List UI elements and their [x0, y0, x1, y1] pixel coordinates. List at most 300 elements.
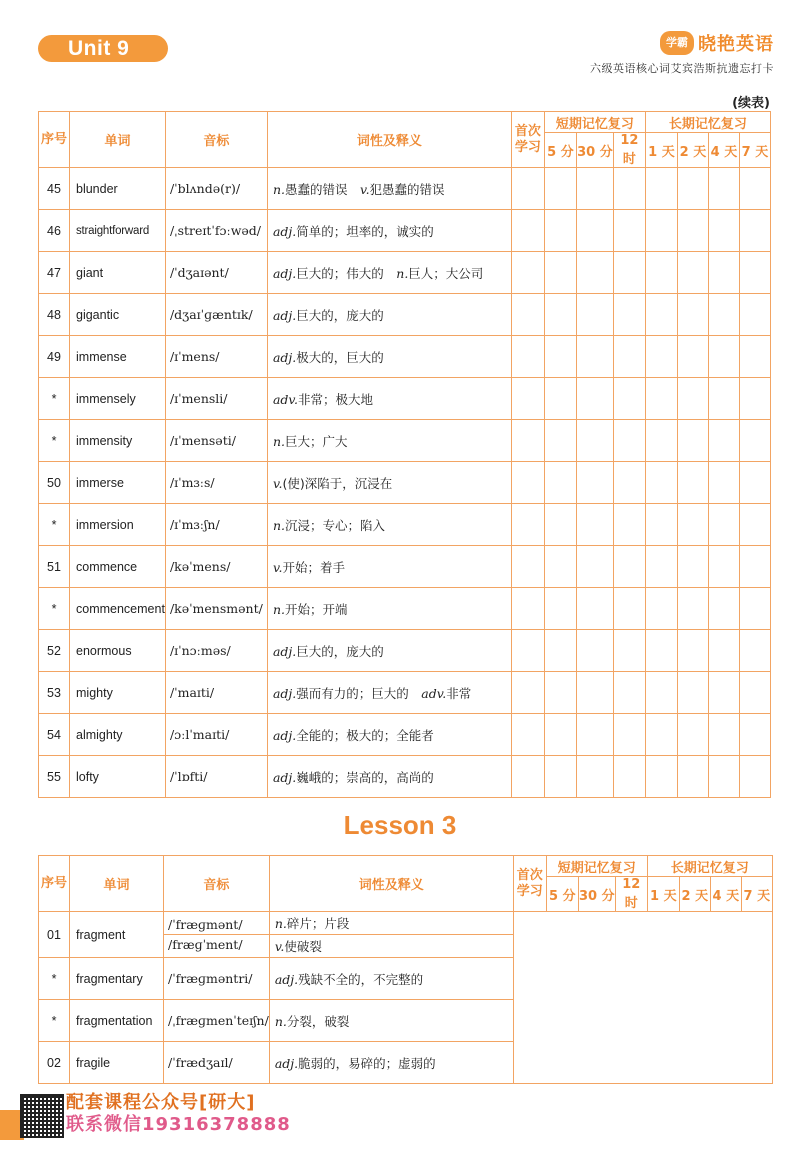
review-checkbox-cell[interactable]	[677, 588, 708, 630]
review-checkbox-cell[interactable]	[708, 210, 739, 252]
vocab-word: immensity	[70, 420, 166, 462]
review-checkbox-cell[interactable]	[708, 294, 739, 336]
review-checkbox-cell[interactable]	[613, 252, 645, 294]
meaning	[267, 714, 511, 756]
brand-subtitle: 六级英语核心词艾宾浩斯抗遗忘打卡	[590, 62, 774, 75]
table-row	[39, 504, 771, 546]
review-checkbox-cell[interactable]	[708, 630, 739, 672]
review-checkbox-cell[interactable]	[511, 756, 544, 798]
header-short-slot: 5 分	[544, 133, 576, 168]
table-row	[39, 714, 771, 756]
part-of-speech: n.	[272, 181, 285, 197]
meaning-text	[275, 1056, 436, 1071]
table-row	[39, 378, 771, 420]
header-word: 单词	[70, 112, 166, 168]
table-row	[39, 210, 771, 252]
review-checkbox-cell[interactable]	[613, 210, 645, 252]
definition: 愚蠢的错误	[284, 181, 348, 197]
review-checkbox-cell[interactable]	[544, 504, 576, 546]
review-checkbox-cell[interactable]	[739, 168, 770, 210]
part-of-speech: adj.	[272, 727, 297, 743]
review-checkbox-cell[interactable]	[511, 504, 544, 546]
review-checkbox-cell[interactable]	[613, 714, 645, 756]
definition: 巍峨的；崇高的，高尚的	[296, 769, 434, 785]
meaning-text	[273, 560, 345, 575]
header-meaning: 词性及释义	[267, 112, 511, 168]
table-row	[39, 336, 771, 378]
definition: 非常；极大地	[297, 391, 373, 407]
review-checkbox-cell[interactable]	[645, 168, 677, 210]
definition: 巨人；大公司	[408, 265, 484, 281]
part-of-speech: adj.	[274, 1055, 299, 1071]
review-checkbox-cell[interactable]	[677, 714, 708, 756]
header-first-study: 首次学习	[513, 856, 546, 912]
meaning	[269, 958, 513, 1000]
header-long-slot: 2 天	[679, 877, 710, 912]
review-checkbox-cell[interactable]	[739, 672, 770, 714]
review-checkbox-cell[interactable]	[677, 336, 708, 378]
meaning-text	[273, 728, 434, 743]
definition: 分裂，破裂	[286, 1013, 350, 1029]
meaning-text	[273, 518, 385, 533]
review-checkbox-cell[interactable]	[613, 462, 645, 504]
meaning	[267, 336, 511, 378]
definition: 犯愚蠢的错误	[369, 181, 445, 197]
review-checkbox-cell[interactable]	[645, 588, 677, 630]
row-number: 54	[39, 714, 70, 756]
phonetic: /ˌfræɡmenˈteɪʃn/	[164, 1000, 270, 1042]
header-short-term: 短期记忆复习	[544, 112, 645, 133]
review-checkbox-cell[interactable]	[708, 462, 739, 504]
table-row	[39, 462, 771, 504]
phonetic: /ˈfrædʒaɪl/	[164, 1042, 270, 1084]
review-checkbox-cell[interactable]	[576, 168, 613, 210]
review-checkbox-cell[interactable]	[613, 546, 645, 588]
review-checkbox-cell[interactable]	[708, 420, 739, 462]
review-checkbox-cell[interactable]	[511, 462, 544, 504]
meaning	[267, 588, 511, 630]
review-checkbox-cell[interactable]	[613, 420, 645, 462]
review-checkbox-cell[interactable]	[544, 252, 576, 294]
review-checkbox-cell[interactable]	[708, 378, 739, 420]
review-checkbox-cell[interactable]	[544, 756, 576, 798]
review-checkbox-cell[interactable]	[544, 588, 576, 630]
review-checkbox-cell[interactable]	[708, 252, 739, 294]
review-checkbox-cell[interactable]	[708, 714, 739, 756]
review-checkbox-cell[interactable]	[677, 630, 708, 672]
part-of-speech: n.	[274, 1013, 287, 1029]
definition: 极大的，巨大的	[296, 349, 384, 365]
header-short-slot: 30 分	[576, 133, 613, 168]
part-of-speech: n.	[272, 601, 285, 617]
review-checkbox-cell[interactable]	[544, 336, 576, 378]
meaning-variant	[270, 934, 513, 957]
vocab-word: straightforward	[70, 210, 166, 252]
review-checkbox-cell[interactable]	[613, 294, 645, 336]
review-checkbox-cell[interactable]	[511, 630, 544, 672]
definition: 开始；开端	[284, 601, 348, 617]
row-number: 48	[39, 294, 70, 336]
review-checkbox-cell[interactable]	[739, 756, 770, 798]
header-first-study: 首次学习	[511, 112, 544, 168]
review-checkbox-cell[interactable]	[708, 336, 739, 378]
review-checkbox-cell[interactable]	[576, 504, 613, 546]
review-checkbox-cell[interactable]	[511, 294, 544, 336]
definition: 沉浸；专心；陷入	[284, 517, 385, 533]
header-short-slot: 30 分	[578, 877, 615, 912]
part-of-speech: adj.	[272, 307, 297, 323]
table-row	[39, 546, 771, 588]
meaning	[267, 546, 511, 588]
header-long-slot: 2 天	[677, 133, 708, 168]
review-checkbox-cell[interactable]	[677, 378, 708, 420]
review-checkbox-cell[interactable]	[576, 378, 613, 420]
review-checkbox-cell[interactable]	[739, 504, 770, 546]
part-of-speech: adv.	[421, 685, 447, 701]
phonetic: /ˈblʌndə(r)/	[165, 168, 267, 210]
phonetic: /ˌstreɪtˈfɔːwəd/	[165, 210, 267, 252]
review-checkbox-cell[interactable]	[739, 210, 770, 252]
row-number: 49	[39, 336, 70, 378]
meaning	[267, 378, 511, 420]
vocab-word: commence	[70, 546, 166, 588]
phonetic: /ˈmaɪti/	[165, 672, 267, 714]
definition: 脆弱的，易碎的；虚弱的	[298, 1055, 436, 1071]
row-number: 47	[39, 252, 70, 294]
phonetic: /ˈfræɡməntri/	[164, 958, 270, 1000]
table-row	[39, 252, 771, 294]
part-of-speech: n.	[396, 265, 409, 281]
phonetic: /kəˈmens/	[165, 546, 267, 588]
row-number: *	[39, 1000, 70, 1042]
review-checkbox-cell[interactable]	[708, 756, 739, 798]
review-checkbox-cell[interactable]	[677, 462, 708, 504]
table-row	[39, 588, 771, 630]
meaning-text	[275, 972, 423, 987]
review-checkbox-cell[interactable]	[645, 252, 677, 294]
part-of-speech: adj.	[272, 349, 297, 365]
review-checkbox-cell[interactable]	[739, 252, 770, 294]
row-number: 55	[39, 756, 70, 798]
review-checkbox-cell[interactable]	[739, 546, 770, 588]
part-of-speech: adj.	[272, 265, 297, 281]
vocab-word: immersion	[70, 504, 166, 546]
header-seq: 序号	[39, 856, 70, 912]
meaning-text	[273, 476, 392, 491]
table-row	[39, 420, 771, 462]
part-of-speech: n.	[272, 517, 285, 533]
review-checkbox-cell[interactable]	[677, 756, 708, 798]
vocab-word: almighty	[70, 714, 166, 756]
part-of-speech: n.	[272, 433, 285, 449]
meaning-text	[273, 602, 348, 617]
meaning-text	[273, 770, 434, 785]
review-checkbox-cell[interactable]	[613, 168, 645, 210]
review-checkbox-cell[interactable]	[613, 672, 645, 714]
row-number: 01	[39, 912, 70, 958]
part-of-speech: v.	[272, 559, 283, 575]
review-checkbox-cell[interactable]	[677, 672, 708, 714]
vocab-word: giant	[70, 252, 166, 294]
review-checkbox-cell[interactable]	[544, 420, 576, 462]
review-checkbox-cell[interactable]	[708, 588, 739, 630]
meaning-text	[275, 1014, 350, 1029]
review-checkbox-cell[interactable]	[645, 756, 677, 798]
meaning	[269, 912, 513, 958]
review-checkbox-cell[interactable]	[511, 252, 544, 294]
meaning	[267, 462, 511, 504]
vocab-word: fragile	[70, 1042, 164, 1084]
definition: 强而有力的；巨大的	[296, 685, 409, 701]
definition: 巨大；广大	[284, 433, 348, 449]
part-of-speech: adj.	[272, 223, 297, 239]
review-checkbox-cell[interactable]	[576, 672, 613, 714]
meaning	[267, 168, 511, 210]
phonetic-variant: /fræɡˈment/	[164, 934, 269, 954]
header-long-term: 长期记忆复习	[647, 856, 772, 877]
meaning-text	[273, 266, 483, 281]
review-checkbox-cell[interactable]	[739, 588, 770, 630]
review-checkbox-cell[interactable]	[576, 420, 613, 462]
definition: 巨大的，庞大的	[296, 307, 384, 323]
review-checkbox-cell[interactable]	[544, 294, 576, 336]
header-short-slot: 12 时	[613, 133, 645, 168]
review-checkbox-cell[interactable]	[645, 546, 677, 588]
review-checkbox-cell[interactable]	[645, 714, 677, 756]
review-checkbox-cell[interactable]	[544, 210, 576, 252]
review-checkbox-cell[interactable]	[576, 252, 613, 294]
part-of-speech: adj.	[272, 685, 297, 701]
meaning-text	[273, 644, 384, 659]
review-checkbox-cell[interactable]	[708, 546, 739, 588]
row-number: 45	[39, 168, 70, 210]
review-checkbox-cell[interactable]	[645, 210, 677, 252]
review-checkbox-cell[interactable]	[645, 672, 677, 714]
table-row	[39, 912, 773, 958]
meaning	[267, 252, 511, 294]
row-number: 02	[39, 1042, 70, 1084]
definition: (使)深陷于，沉浸在	[282, 475, 393, 491]
row-number: 50	[39, 462, 70, 504]
review-checkbox-cell[interactable]	[576, 336, 613, 378]
meaning	[267, 630, 511, 672]
continued-label: (续表)	[732, 96, 770, 111]
vocab-word: fragmentation	[70, 1000, 164, 1042]
review-checkbox-cell[interactable]	[576, 210, 613, 252]
review-checkbox-cell[interactable]	[544, 546, 576, 588]
vocab-word: immerse	[70, 462, 166, 504]
review-checkbox-cell[interactable]	[576, 714, 613, 756]
meaning-text	[273, 224, 434, 239]
review-checkbox-cell[interactable]	[576, 588, 613, 630]
definition: 残缺不全的，不完整的	[298, 971, 424, 987]
review-checkbox-cell[interactable]	[613, 504, 645, 546]
review-checkbox-cell[interactable]	[739, 336, 770, 378]
vocab-word: gigantic	[70, 294, 166, 336]
review-checkbox-cell[interactable]	[511, 588, 544, 630]
qr-code-icon	[20, 1094, 64, 1138]
phonetic: /ɪˈmens/	[165, 336, 267, 378]
definition: 碎片；片段	[286, 916, 350, 931]
review-checkbox-cell[interactable]	[645, 294, 677, 336]
vocab-word: fragment	[70, 912, 164, 958]
review-checkbox-cell[interactable]	[739, 714, 770, 756]
row-number: *	[39, 504, 70, 546]
meaning-text	[273, 392, 373, 407]
review-checkbox-cell[interactable]	[576, 630, 613, 672]
review-checkbox-cell[interactable]	[645, 630, 677, 672]
row-number: *	[39, 588, 70, 630]
review-checkbox-cell[interactable]	[544, 168, 576, 210]
header-long-slot: 1 天	[645, 133, 677, 168]
table-row	[39, 630, 771, 672]
header-phonetic: 音标	[164, 856, 270, 912]
vocab-word: lofty	[70, 756, 166, 798]
part-of-speech: adj.	[272, 643, 297, 659]
vocab-word: enormous	[70, 630, 166, 672]
review-checkbox-cell[interactable]	[645, 378, 677, 420]
review-checkbox-cell[interactable]	[645, 336, 677, 378]
definition: 全能的；极大的；全能者	[296, 727, 434, 743]
part-of-speech: adv.	[272, 391, 298, 407]
part-of-speech: v.	[359, 181, 370, 197]
review-checkbox-cell[interactable]	[544, 714, 576, 756]
brand-header	[590, 30, 774, 76]
definition: 巨大的，庞大的	[296, 643, 384, 659]
meaning-variant	[270, 912, 513, 934]
meaning	[269, 1042, 513, 1084]
meaning-text	[273, 350, 384, 365]
footer-text	[66, 1092, 291, 1136]
review-checkbox-cell[interactable]	[739, 294, 770, 336]
review-checkbox-cell[interactable]	[677, 420, 708, 462]
review-checkbox-cell[interactable]	[613, 378, 645, 420]
phonetic: /ˈlɒfti/	[165, 756, 267, 798]
meaning-text	[275, 939, 322, 954]
review-checkbox-cell[interactable]	[544, 672, 576, 714]
table-row	[39, 168, 771, 210]
review-checkbox-cell[interactable]	[677, 168, 708, 210]
phonetic	[164, 912, 270, 958]
review-checkbox-cell[interactable]	[613, 630, 645, 672]
meaning	[267, 504, 511, 546]
vocab-word: immensely	[70, 378, 166, 420]
review-checkbox-cell[interactable]	[677, 294, 708, 336]
meaning	[267, 294, 511, 336]
footer-line-1: 配套课程公众号[研大]	[66, 1092, 256, 1113]
vocab-table-unit9	[38, 111, 771, 798]
review-checkbox-cell[interactable]	[739, 378, 770, 420]
meaning	[267, 756, 511, 798]
review-checkbox-cell[interactable]	[613, 336, 645, 378]
brand-name: 晓艳英语	[698, 34, 774, 55]
review-checkbox-cell[interactable]	[511, 420, 544, 462]
vocab-word: fragmentary	[70, 958, 164, 1000]
review-checkbox-cell[interactable]	[613, 756, 645, 798]
header-short-slot: 5 分	[546, 877, 578, 912]
definition: 简单的；坦率的，诚实的	[296, 223, 434, 239]
review-checkbox-cell[interactable]	[645, 420, 677, 462]
review-checkbox-cell[interactable]	[511, 336, 544, 378]
part-of-speech: adj.	[272, 769, 297, 785]
header-long-slot: 7 天	[739, 133, 770, 168]
unit-label: Unit 9	[38, 35, 168, 62]
header-seq: 序号	[39, 112, 70, 168]
table-row	[39, 756, 771, 798]
review-checkbox-area[interactable]	[513, 912, 772, 1084]
review-checkbox-cell[interactable]	[645, 504, 677, 546]
table-row	[39, 294, 771, 336]
review-checkbox-cell[interactable]	[511, 672, 544, 714]
review-checkbox-cell[interactable]	[576, 546, 613, 588]
footer-promo	[0, 1090, 800, 1151]
phonetic: /ˈdʒaɪənt/	[165, 252, 267, 294]
meaning-text	[273, 686, 471, 701]
review-checkbox-cell[interactable]	[511, 714, 544, 756]
part-of-speech: adj.	[274, 971, 299, 987]
meaning-text	[273, 308, 384, 323]
phonetic: /ɔːlˈmaɪti/	[165, 714, 267, 756]
review-checkbox-cell[interactable]	[739, 630, 770, 672]
phonetic: /ɪˈmensli/	[165, 378, 267, 420]
vocab-word: immense	[70, 336, 166, 378]
review-checkbox-cell[interactable]	[645, 462, 677, 504]
part-of-speech: v.	[272, 475, 283, 491]
header-long-slot: 7 天	[741, 877, 772, 912]
review-checkbox-cell[interactable]	[708, 168, 739, 210]
phonetic: /ɪˈmensəti/	[165, 420, 267, 462]
review-checkbox-cell[interactable]	[511, 546, 544, 588]
review-checkbox-cell[interactable]	[511, 378, 544, 420]
review-checkbox-cell[interactable]	[511, 168, 544, 210]
part-of-speech: v.	[274, 939, 285, 954]
header-long-slot: 4 天	[710, 877, 741, 912]
phonetic: /ɪˈmɜːs/	[165, 462, 267, 504]
review-checkbox-cell[interactable]	[576, 462, 613, 504]
review-checkbox-cell[interactable]	[708, 504, 739, 546]
review-checkbox-cell[interactable]	[544, 462, 576, 504]
row-number: *	[39, 378, 70, 420]
table-header-row	[39, 112, 771, 133]
review-checkbox-cell[interactable]	[708, 672, 739, 714]
definition: 使破裂	[284, 939, 322, 954]
review-checkbox-cell[interactable]	[544, 630, 576, 672]
review-checkbox-cell[interactable]	[613, 588, 645, 630]
header-short-term: 短期记忆复习	[546, 856, 647, 877]
review-checkbox-cell[interactable]	[576, 756, 613, 798]
review-checkbox-cell[interactable]	[544, 378, 576, 420]
phonetic: /kəˈmensmənt/	[165, 588, 267, 630]
header-meaning: 词性及释义	[269, 856, 513, 912]
review-checkbox-cell[interactable]	[677, 504, 708, 546]
review-checkbox-cell[interactable]	[511, 210, 544, 252]
footer-line-2: 联系微信19316378888	[66, 1114, 291, 1135]
meaning-text	[275, 916, 350, 931]
review-checkbox-cell[interactable]	[576, 294, 613, 336]
review-checkbox-cell[interactable]	[677, 546, 708, 588]
review-checkbox-cell[interactable]	[739, 462, 770, 504]
lesson-title: Lesson 3	[343, 810, 457, 840]
vocab-word: commencement	[70, 588, 166, 630]
brand-logo: 学霸	[660, 31, 694, 55]
vocab-table-lesson3	[38, 855, 773, 1084]
phonetic: /dʒaɪˈɡæntɪk/	[165, 294, 267, 336]
row-number: 51	[39, 546, 70, 588]
review-checkbox-cell[interactable]	[739, 420, 770, 462]
meaning	[267, 420, 511, 462]
review-checkbox-cell[interactable]	[677, 252, 708, 294]
review-checkbox-cell[interactable]	[677, 210, 708, 252]
